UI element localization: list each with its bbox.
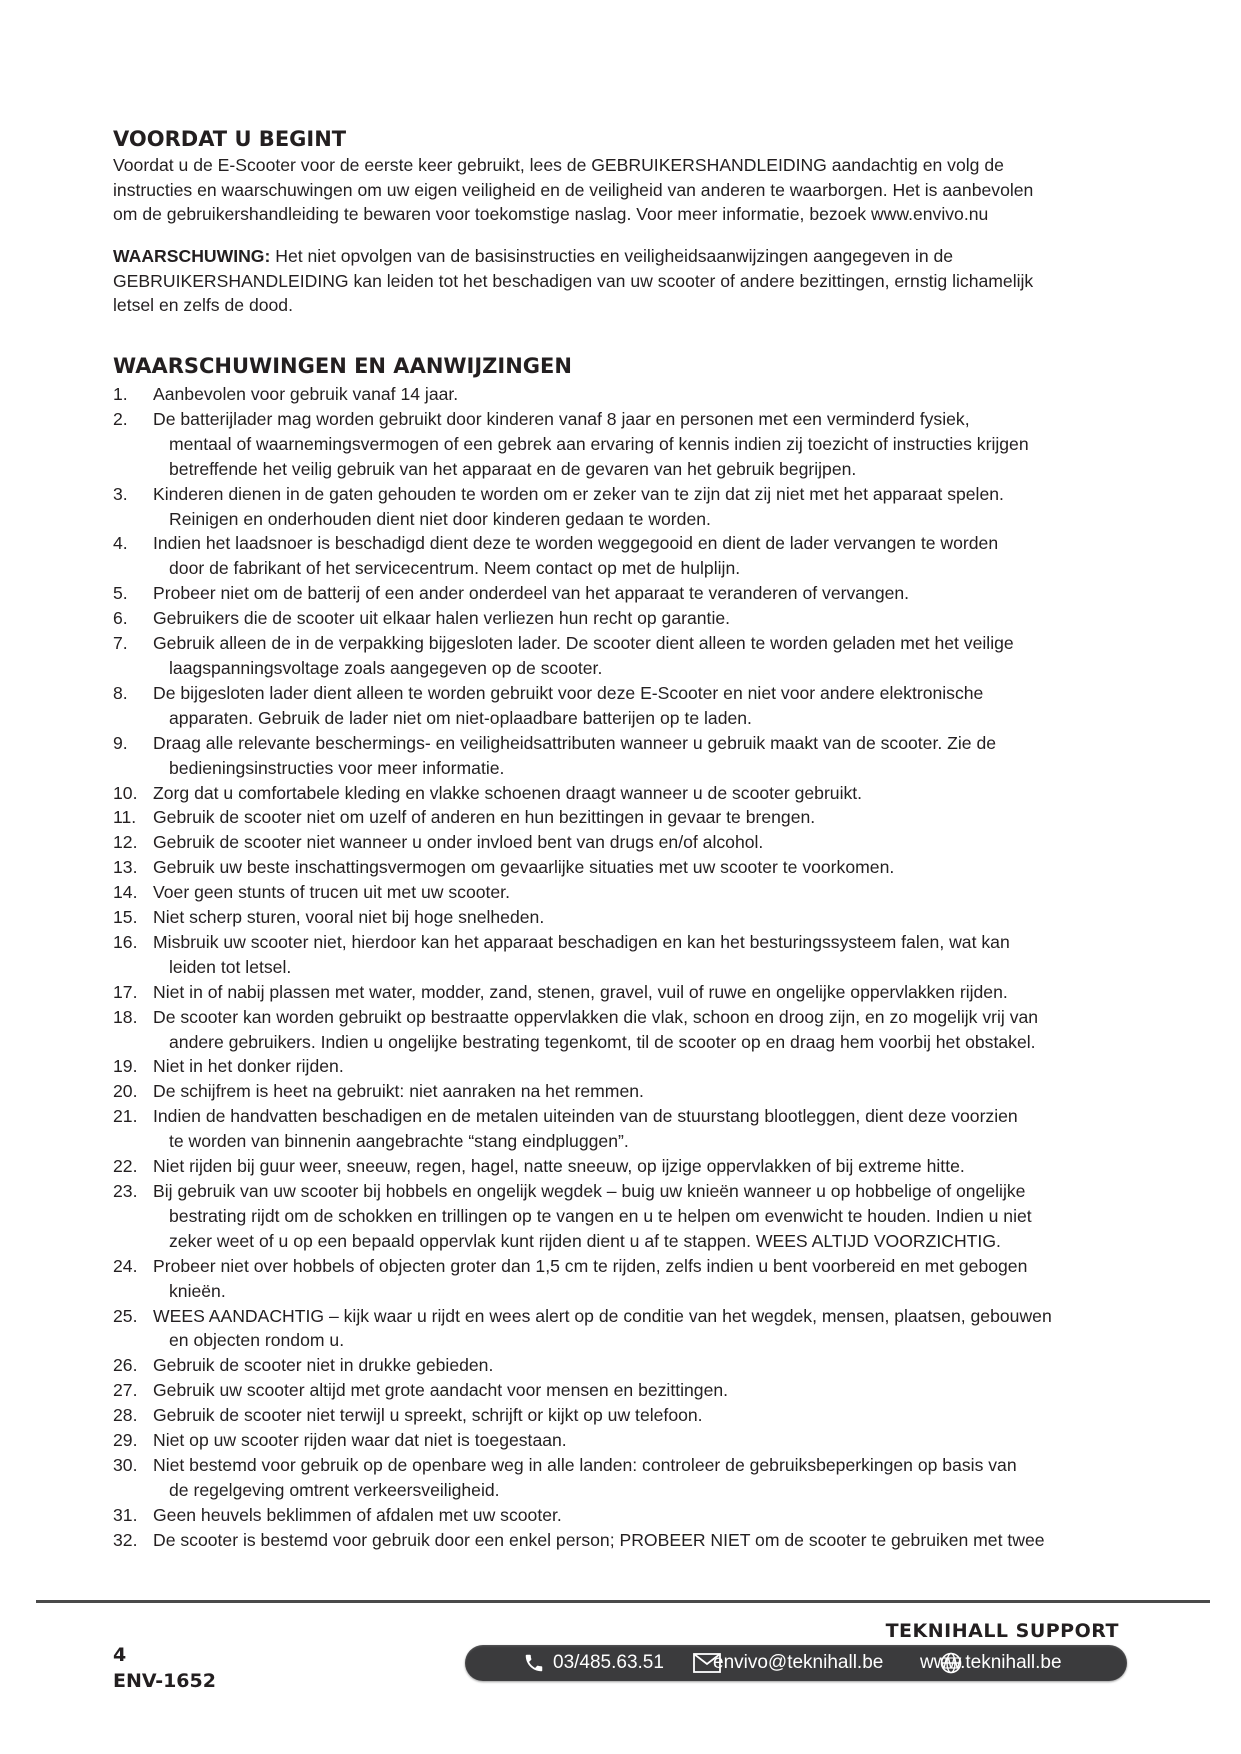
item-text bbox=[153, 407, 1133, 482]
item-text bbox=[153, 382, 1133, 407]
item-text bbox=[153, 1104, 1133, 1154]
section-before-you-start bbox=[113, 126, 1033, 227]
item-text-line: bedieningsinstructies voor meer informatie. bbox=[169, 757, 505, 778]
item-text bbox=[153, 1005, 1133, 1055]
item-number: 29. bbox=[113, 1430, 138, 1451]
intro-line: Voordat u de E-Scooter voor de eerste keer gebruikt, lees de GEBRUIKERSHANDLEIDING aandachtig en volg de bbox=[113, 155, 1004, 175]
warning-item bbox=[113, 1428, 1133, 1453]
item-text-line: te worden van binnenin aangebrachte “stang eindpluggen”. bbox=[169, 1131, 629, 1152]
item-text bbox=[153, 980, 1133, 1005]
item-number: 23. bbox=[113, 1181, 138, 1201]
item-text-line: apparaten. Gebruik de lader niet om niet-oplaadbare batterijen op te laden. bbox=[169, 707, 752, 728]
item-text bbox=[153, 781, 1133, 806]
warning-item bbox=[113, 581, 1133, 606]
item-text bbox=[153, 1428, 1133, 1453]
warning-item bbox=[113, 1254, 1133, 1304]
item-text-line: Bij gebruik van uw scooter bij hobbels en ongelijk wegdek – buig uw knieën wanneer u op hobbelige of ongelijke bbox=[153, 1181, 1026, 1201]
warning-item bbox=[113, 1079, 1133, 1104]
email-address: envivo@teknihall.be bbox=[713, 1652, 884, 1673]
website-url: www.teknihall.be bbox=[920, 1652, 1062, 1673]
item-number: 7. bbox=[113, 633, 128, 654]
item-text-line: Niet in of nabij plassen met water, modder, zand, stenen, gravel, vuil of ruwe en ongelijke oppervlakken rijden. bbox=[153, 981, 1008, 1002]
warning-item bbox=[113, 1054, 1133, 1079]
item-number: 11. bbox=[113, 807, 137, 828]
item-text-line: Gebruik uw beste inschattingsvermogen om gevaarlijke situaties met uw scooter te voorkomen. bbox=[153, 857, 895, 878]
warning-item bbox=[113, 805, 1133, 830]
phone-icon bbox=[523, 1652, 545, 1674]
item-text bbox=[153, 1304, 1133, 1354]
warning-item bbox=[113, 1353, 1133, 1378]
item-text bbox=[153, 830, 1133, 855]
item-text-line: andere gebruikers. Indien u ongelijke bestrating tegenkomt, til de scooter op en draag hem voorbij het obstakel. bbox=[169, 1031, 1036, 1052]
intro-line: om de gebruikershandleiding te bewaren voor toekomstige naslag. Voor meer informatie, bezoek www.envivo.nu bbox=[113, 204, 989, 224]
item-text-line: Niet rijden bij guur weer, sneeuw, regen, hagel, natte sneeuw, op ijzige oppervlakken of bij extreme hitte. bbox=[153, 1156, 965, 1177]
item-number: 28. bbox=[113, 1405, 138, 1426]
warning-item bbox=[113, 1304, 1133, 1354]
item-text-line: Reinigen en onderhouden dient niet door kinderen gedaan te worden. bbox=[169, 508, 711, 529]
item-text-line: Kinderen dienen in de gaten gehouden te worden om er zeker van te zijn dat zij niet met het apparaat spelen. bbox=[153, 483, 1004, 504]
item-text bbox=[153, 531, 1133, 581]
item-text-line: Probeer niet over hobbels of objecten groter dan 1,5 cm te rijden, zelfs indien u bent voorbereid en met gebogen bbox=[153, 1255, 1028, 1276]
item-text-line: Niet op uw scooter rijden waar dat niet is toegestaan. bbox=[153, 1430, 567, 1451]
item-text bbox=[153, 482, 1133, 532]
item-text-line: Probeer niet om de batterij of een ander onderdeel van het apparaat te veranderen of vervangen. bbox=[153, 583, 910, 604]
item-text-line: Voer geen stunts of trucen uit met uw scooter. bbox=[153, 882, 510, 903]
support-phone[interactable] bbox=[523, 1645, 664, 1681]
item-text-line: Gebruik de scooter niet om uzelf of anderen en hun bezittingen in gevaar te brengen. bbox=[153, 807, 816, 828]
item-text-line: Niet in het donker rijden. bbox=[153, 1056, 344, 1077]
warning-item bbox=[113, 905, 1133, 930]
item-number: 24. bbox=[113, 1255, 138, 1276]
item-text-line: Aanbevolen voor gebruik vanaf 14 jaar. bbox=[153, 384, 459, 404]
item-number: 18. bbox=[113, 1006, 138, 1027]
item-text-line: Draag alle relevante beschermings- en veiligheidsattributen wanneer u gebruik maakt van de scooter. Zie de bbox=[153, 732, 997, 753]
warning-item bbox=[113, 1104, 1133, 1154]
item-text-line: leiden tot letsel. bbox=[169, 956, 292, 977]
warning-item bbox=[113, 731, 1133, 781]
item-text-line: Gebruik de scooter niet wanneer u onder invloed bent van drugs en/of alcohol. bbox=[153, 832, 764, 853]
item-number: 14. bbox=[113, 882, 138, 903]
warning-item bbox=[113, 631, 1133, 681]
warning-item bbox=[113, 1154, 1133, 1179]
footer-page-info bbox=[113, 1642, 216, 1694]
warning-item bbox=[113, 1005, 1133, 1055]
warning-item bbox=[113, 1403, 1133, 1428]
item-text-line: Niet bestemd voor gebruik op de openbare weg in alle landen: controleer de gebruiksbeperkingen op basis van bbox=[153, 1454, 1017, 1475]
item-text bbox=[153, 1378, 1133, 1403]
model-number: ENV-1652 bbox=[113, 1670, 216, 1692]
warning-item bbox=[113, 1378, 1133, 1403]
intro-paragraph bbox=[113, 153, 1033, 227]
item-text-line: De scooter is bestemd voor gebruik door een enkel person; PROBEER NIET om de scooter te gebruiken met twee bbox=[153, 1529, 1045, 1550]
item-number: 8. bbox=[113, 682, 128, 703]
item-text-line: door de fabrikant of het servicecentrum. Neem contact op met de hulplijn. bbox=[169, 558, 741, 579]
item-number: 25. bbox=[113, 1305, 138, 1326]
warning-line: letsel en zelfs de dood. bbox=[113, 295, 293, 315]
item-text-line: Indien de handvatten beschadigen en de metalen uiteinden van de stuurstang blootleggen, dient deze voorzien bbox=[153, 1106, 1018, 1127]
warning-item bbox=[113, 830, 1133, 855]
item-text-line: Niet scherp sturen, vooral niet bij hoge snelheden. bbox=[153, 907, 545, 928]
section-heading: WAARSCHUWINGEN EN AANWIJZINGEN bbox=[113, 354, 572, 378]
item-text-line: knieën. bbox=[169, 1280, 226, 1301]
warning-item bbox=[113, 382, 1133, 407]
item-text-line: Gebruikers die de scooter uit elkaar halen verliezen hun recht op garantie. bbox=[153, 608, 731, 629]
intro-line: instructies en waarschuwingen om uw eigen veiligheid en de veiligheid van anderen te waarborgen. Het is aanbevolen bbox=[113, 179, 1034, 200]
item-number: 12. bbox=[113, 832, 138, 853]
item-number: 6. bbox=[113, 608, 128, 629]
page-number: 4 bbox=[113, 1644, 127, 1666]
warning-item bbox=[113, 681, 1133, 731]
item-number: 1. bbox=[113, 384, 128, 404]
item-text bbox=[153, 1453, 1133, 1503]
warning-item bbox=[113, 855, 1133, 880]
item-text bbox=[153, 1528, 1133, 1553]
item-text-line: en objecten rondom u. bbox=[169, 1330, 345, 1351]
item-number: 21. bbox=[113, 1106, 138, 1127]
item-text bbox=[153, 631, 1133, 681]
warning-paragraph bbox=[113, 244, 1033, 318]
warnings-list bbox=[113, 382, 1133, 1553]
item-number: 15. bbox=[113, 907, 138, 928]
item-number: 13. bbox=[113, 857, 138, 878]
item-text-line: Misbruik uw scooter niet, hierdoor kan het apparaat beschadigen en kan het besturingssysteem falen, wat kan bbox=[153, 931, 1010, 952]
item-number: 2. bbox=[113, 408, 128, 429]
item-number: 19. bbox=[113, 1056, 138, 1077]
item-number: 16. bbox=[113, 931, 138, 952]
item-number: 31. bbox=[113, 1504, 138, 1525]
item-number: 32. bbox=[113, 1529, 138, 1550]
warning-item bbox=[113, 880, 1133, 905]
item-text bbox=[153, 1503, 1133, 1528]
warning-item bbox=[113, 482, 1133, 532]
support-website[interactable] bbox=[920, 1645, 1062, 1681]
item-number: 10. bbox=[113, 782, 138, 803]
warning-item bbox=[113, 980, 1133, 1005]
item-text bbox=[153, 880, 1133, 905]
item-text-line: betreffende het veilig gebruik van het apparaat en de gevaren van het gebruik begrijpen. bbox=[169, 458, 857, 479]
item-text-line: De scooter kan worden gebruikt op bestraatte oppervlakken die vlak, schoon en droog zijn, en zo mogelijk vrij van bbox=[153, 1006, 1039, 1027]
item-text bbox=[153, 1079, 1133, 1104]
section-heading: VOORDAT U BEGINT bbox=[113, 127, 347, 151]
item-text-line: Gebruik uw scooter altijd met grote aandacht voor mensen en bezittingen. bbox=[153, 1380, 729, 1401]
warning-item bbox=[113, 930, 1133, 980]
item-text-line: zeker weet of u op een bepaald oppervlak kunt rijden dient u af te stappen. WEES ALTIJD VOORZICHTIG. bbox=[169, 1230, 1001, 1251]
item-text-line: de regelgeving omtrent verkeersveiligheid. bbox=[169, 1479, 500, 1500]
phone-number: 03/485.63.51 bbox=[553, 1652, 664, 1673]
warning-item bbox=[113, 531, 1133, 581]
warning-item bbox=[113, 407, 1133, 482]
item-number: 17. bbox=[113, 981, 138, 1002]
warning-item bbox=[113, 781, 1133, 806]
warning-item bbox=[113, 1528, 1133, 1553]
support-email[interactable] bbox=[693, 1645, 883, 1681]
item-text-line: De schijfrem is heet na gebruikt: niet aanraken na het remmen. bbox=[153, 1081, 644, 1102]
item-text bbox=[153, 731, 1133, 781]
item-text-line: mentaal of waarnemingsvermogen of een gebrek aan ervaring of kennis indien zij toezicht of instructies krijgen bbox=[169, 433, 1029, 454]
item-number: 9. bbox=[113, 732, 128, 753]
item-number: 27. bbox=[113, 1380, 138, 1401]
item-number: 22. bbox=[113, 1156, 138, 1177]
item-text bbox=[153, 681, 1133, 731]
item-text-line: De batterijlader mag worden gebruikt door kinderen vanaf 8 jaar en personen met een verminderd fysiek, bbox=[153, 408, 970, 429]
warning-line: GEBRUIKERSHANDLEIDING kan leiden tot het beschadigen van uw scooter of andere bezittingen, ernstig lichamelijk bbox=[113, 270, 1034, 291]
item-text bbox=[153, 805, 1133, 830]
support-contact-bar bbox=[465, 1645, 1127, 1681]
item-text-line: Indien het laadsnoer is beschadigd dient deze te worden weggegooid en dient de lader vervangen te worden bbox=[153, 533, 999, 554]
item-text-line: Gebruik de scooter niet terwijl u spreekt, schrijft or kijkt op uw telefoon. bbox=[153, 1405, 703, 1426]
item-number: 20. bbox=[113, 1081, 138, 1102]
item-number: 5. bbox=[113, 583, 128, 604]
item-text bbox=[153, 1353, 1133, 1378]
item-text bbox=[153, 905, 1133, 930]
item-text bbox=[153, 1179, 1133, 1254]
item-number: 30. bbox=[113, 1454, 138, 1475]
item-text bbox=[153, 855, 1133, 880]
item-text bbox=[153, 581, 1133, 606]
item-text-line: Gebruik alleen de in de verpakking bijgesloten lader. De scooter dient alleen te worden geladen met het veilige bbox=[153, 633, 1014, 654]
item-number: 3. bbox=[113, 483, 128, 504]
item-text-line: WEES AANDACHTIG – kijk waar u rijdt en wees alert op de conditie van het wegdek, mensen, plaatsen, gebouwen bbox=[153, 1305, 1052, 1326]
item-text-line: laagspanningsvoltage zoals aangegeven op de scooter. bbox=[169, 657, 603, 678]
item-number: 4. bbox=[113, 533, 128, 554]
item-text-line: bestrating rijdt om de schokken en trillingen op te vangen en u te helpen om evenwicht te houden. Indien u niet bbox=[169, 1205, 1032, 1226]
warning-item bbox=[113, 606, 1133, 631]
item-text bbox=[153, 1154, 1133, 1179]
item-number: 26. bbox=[113, 1355, 138, 1376]
warning-label: WAARSCHUWING: bbox=[113, 246, 271, 266]
footer-divider bbox=[36, 1600, 1210, 1603]
warning-item bbox=[113, 1453, 1133, 1503]
support-title: TEKNIHALL SUPPORT bbox=[885, 1620, 1119, 1642]
item-text-line: Zorg dat u comfortabele kleding en vlakke schoenen draagt wanneer u de scooter gebruikt. bbox=[153, 782, 863, 803]
item-text bbox=[153, 1054, 1133, 1079]
warning-line: Het niet opvolgen van de basisinstructies en veiligheidsaanwijzingen aangegeven in de bbox=[270, 246, 954, 266]
item-text-line: Geen heuvels beklimmen of afdalen met uw scooter. bbox=[153, 1504, 562, 1525]
item-text-line: Gebruik de scooter niet in drukke gebieden. bbox=[153, 1355, 494, 1376]
globe-icon bbox=[940, 1652, 962, 1674]
item-text bbox=[153, 1254, 1133, 1304]
item-text bbox=[153, 1403, 1133, 1428]
warning-item bbox=[113, 1179, 1133, 1254]
item-text bbox=[153, 930, 1133, 980]
item-text bbox=[153, 606, 1133, 631]
item-text-line: De bijgesloten lader dient alleen te worden gebruikt voor deze E-Scooter en niet voor andere elektronische bbox=[153, 682, 984, 703]
warning-item bbox=[113, 1503, 1133, 1528]
